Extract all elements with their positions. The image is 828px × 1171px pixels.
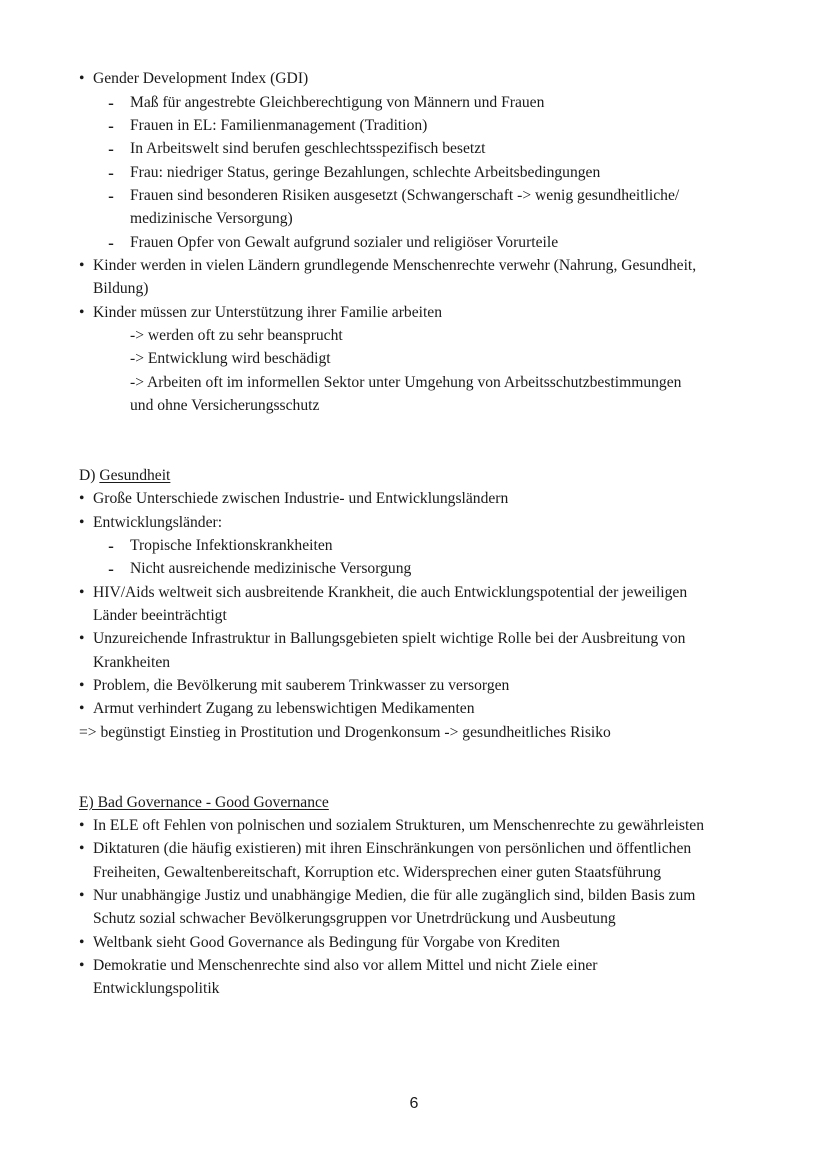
bullet: • Entwicklungsländer: [93, 515, 222, 531]
bullet-continuation: Bildung) [93, 280, 149, 297]
children-work-item: -> Arbeiten oft im informellen Sektor unter Umgehung von Arbeitsschutzbestimmungen [130, 374, 682, 391]
bullet: • Unzureichende Infrastruktur in Ballungsgebieten spielt wichtige Rolle bei der Ausbreitung von [93, 631, 685, 647]
gdi-item: - Frau: niedriger Status, geringe Bezahlungen, schlechte Arbeitsbedingungen [130, 165, 600, 181]
page-number: 6 [409, 1095, 419, 1112]
bullet: • Weltbank sieht Good Governance als Bedingung für Vorgabe von Krediten [93, 935, 560, 951]
gdi-item: - Frauen in EL: Familienmanagement (Tradition) [130, 118, 427, 134]
gdi-item-continuation: medizinische Versorgung) [130, 210, 293, 227]
bullet: • HIV/Aids weltweit sich ausbreitende Krankheit, die auch Entwicklungspotential der jeweiligen [93, 585, 687, 601]
bullet: • Nur unabhängige Justiz und unabhängige Medien, die für alle zugänglich sind, bilden Basis zum [93, 888, 695, 904]
sub-item: - Tropische Infektionskrankheiten [130, 538, 333, 554]
bullet-continuation: Entwicklungspolitik [93, 980, 220, 997]
children-work-item: -> Entwicklung wird beschädigt [130, 350, 331, 367]
bullet-gdi: • Gender Development Index (GDI) [93, 71, 308, 87]
section-heading-gesundheit [79, 468, 170, 484]
gdi-item: - Maß für angestrebte Gleichberechtigung von Männern und Frauen [130, 95, 544, 111]
bullet-continuation: Schutz sozial schwacher Bevölkerungsgruppen vor Unetrdrückung und Ausbeutung [93, 910, 616, 927]
section-prefix: D) [79, 467, 100, 484]
sub-item: - Nicht ausreichende medizinische Versorgung [130, 561, 411, 577]
section-title: Gesundheit [99, 467, 171, 484]
bullet-continuation: Länder beeinträchtigt [93, 607, 227, 624]
section-heading-governance: E) Bad Governance - Good Governance [79, 794, 329, 811]
bullet-children-work: • Kinder müssen zur Unterstützung ihrer Familie arbeiten [93, 305, 442, 321]
children-work-item-continuation: und ohne Versicherungsschutz [130, 397, 320, 414]
bullet: • Armut verhindert Zugang zu lebenswichtigen Medikamenten [93, 701, 475, 717]
bullet: • Große Unterschiede zwischen Industrie- und Entwicklungsländern [93, 491, 508, 507]
bullet: • In ELE oft Fehlen von polnischen und sozialem Strukturen, um Menschenrechte zu gewährleisten [93, 818, 704, 834]
bullet-continuation: Freiheiten, Gewaltenbereitschaft, Korruption etc. Widersprechen einer guten Staatsführung [93, 864, 662, 881]
bullet-children-rights: • Kinder werden in vielen Ländern grundlegende Menschenrechte verwehr (Nahrung, Gesundheit, [93, 258, 696, 274]
bullet: • Demokratie und Menschenrechte sind also vor allem Mittel und nicht Ziele einer [93, 958, 597, 974]
gdi-item: - Frauen sind besonderen Risiken ausgesetzt (Schwangerschaft -> wenig gesundheitliche/ [130, 188, 679, 204]
children-work-item: -> werden oft zu sehr beansprucht [130, 327, 343, 344]
gdi-item: - Frauen Opfer von Gewalt aufgrund sozialer und religiöser Vorurteile [130, 235, 558, 251]
gdi-item: - In Arbeitswelt sind berufen geschlechtsspezifisch besetzt [130, 141, 486, 157]
bullet-continuation: Krankheiten [93, 654, 171, 671]
conclusion: => begünstigt Einstieg in Prostitution und Drogenkonsum -> gesundheitliches Risiko [79, 724, 611, 741]
bullet: • Diktaturen (die häufig existieren) mit ihren Einschränkungen von persönlichen und öffentlichen [93, 841, 691, 857]
bullet: • Problem, die Bevölkerung mit sauberem Trinkwasser zu versorgen [93, 678, 509, 694]
